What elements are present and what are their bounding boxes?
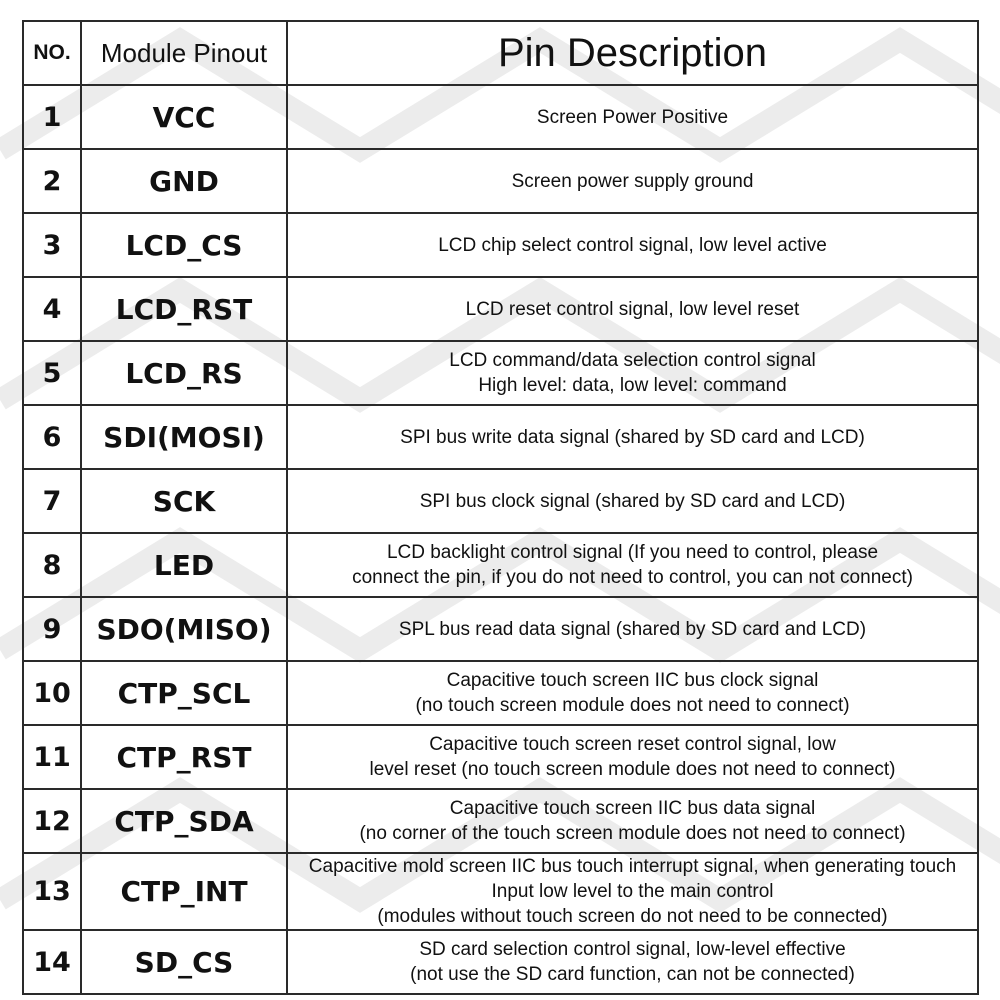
pin-description: [287, 405, 978, 469]
pin-description: [287, 930, 978, 994]
pin-name: CTP_RST: [81, 725, 287, 789]
pin-number: 3: [23, 213, 81, 277]
table-row: [23, 930, 978, 994]
pin-description: [287, 213, 978, 277]
table-row: [23, 85, 978, 149]
pin-number: 1: [23, 85, 81, 149]
pin-description: [287, 85, 978, 149]
table-row: [23, 597, 978, 661]
pin-name: SDO(MISO): [81, 597, 287, 661]
description-line: SPI bus write data signal (shared by SD card and LCD): [400, 426, 865, 448]
pin-number: 6: [23, 405, 81, 469]
pin-number: 9: [23, 597, 81, 661]
pin-name: LCD_CS: [81, 213, 287, 277]
description-line: Input low level to the main control: [491, 881, 774, 902]
pin-number: 12: [23, 789, 81, 853]
pin-description: [287, 661, 978, 725]
table-row: [23, 533, 978, 597]
pin-description: [287, 853, 978, 930]
description-line: Capacitive mold screen IIC bus touch interrupt signal, when generating touch: [308, 856, 957, 877]
pin-name: VCC: [81, 85, 287, 149]
pin-name: GND: [81, 149, 287, 213]
pin-description: [287, 789, 978, 853]
description-line: Capacitive touch screen IIC bus data signal: [449, 798, 816, 819]
header-module-pinout: Module Pinout: [81, 21, 287, 85]
table-row: [23, 341, 978, 405]
pin-name: CTP_INT: [81, 853, 287, 930]
pin-description: [287, 533, 978, 597]
table-row: [23, 853, 978, 930]
description-line: (no corner of the touch screen module does not need to connect): [359, 823, 906, 844]
description-line: Capacitive touch screen IIC bus clock signal: [446, 670, 819, 691]
description-line: (modules without touch screen do not need to be connected): [377, 906, 888, 927]
header-no: NO.: [23, 21, 81, 85]
description-line: SPL bus read data signal (shared by SD card and LCD): [398, 618, 867, 640]
pin-name: LCD_RS: [81, 341, 287, 405]
pin-description-table: [22, 20, 979, 995]
description-line: High level: data, low level: command: [478, 375, 787, 396]
table-row: [23, 725, 978, 789]
description-line: SD card selection control signal, low-level effective: [419, 939, 846, 960]
pin-number: 7: [23, 469, 81, 533]
table-row: [23, 149, 978, 213]
pin-number: 13: [23, 853, 81, 930]
pin-number: 11: [23, 725, 81, 789]
description-line: Screen power supply ground: [511, 170, 754, 192]
description-line: LCD reset control signal, low level reset: [465, 298, 800, 320]
description-line: level reset (no touch screen module does not need to connect): [369, 759, 896, 780]
pin-description: [287, 341, 978, 405]
pin-number: 14: [23, 930, 81, 994]
table-row: [23, 277, 978, 341]
pin-description: [287, 597, 978, 661]
pin-description: [287, 149, 978, 213]
header-pin-description: Pin Description: [287, 21, 978, 85]
description-line: (no touch screen module does not need to connect): [415, 695, 850, 716]
table-header-row: [23, 21, 978, 85]
pin-number: 8: [23, 533, 81, 597]
pin-description: [287, 277, 978, 341]
pin-number: 2: [23, 149, 81, 213]
description-line: LCD command/data selection control signal: [449, 350, 816, 371]
description-line: connect the pin, if you do not need to control, you can not connect): [352, 567, 913, 588]
description-line: (not use the SD card function, can not be connected): [410, 964, 855, 985]
description-line: LCD backlight control signal (If you need to control, please: [386, 542, 879, 563]
table-row: [23, 213, 978, 277]
description-line: Screen Power Positive: [536, 106, 729, 128]
pin-description: [287, 725, 978, 789]
pin-name: SCK: [81, 469, 287, 533]
pin-name: LED: [81, 533, 287, 597]
pin-number: 10: [23, 661, 81, 725]
pin-name: LCD_RST: [81, 277, 287, 341]
pin-description: [287, 469, 978, 533]
pin-number: 4: [23, 277, 81, 341]
description-line: LCD chip select control signal, low level active: [438, 234, 827, 256]
description-line: Capacitive touch screen reset control signal, low: [429, 734, 836, 755]
pin-name: CTP_SDA: [81, 789, 287, 853]
pin-name: SD_CS: [81, 930, 287, 994]
table-row: [23, 469, 978, 533]
description-line: SPI bus clock signal (shared by SD card and LCD): [419, 490, 846, 512]
table-row: [23, 405, 978, 469]
table-row: [23, 661, 978, 725]
pin-name: CTP_SCL: [81, 661, 287, 725]
pin-name: SDI(MOSI): [81, 405, 287, 469]
table-row: [23, 789, 978, 853]
pin-number: 5: [23, 341, 81, 405]
